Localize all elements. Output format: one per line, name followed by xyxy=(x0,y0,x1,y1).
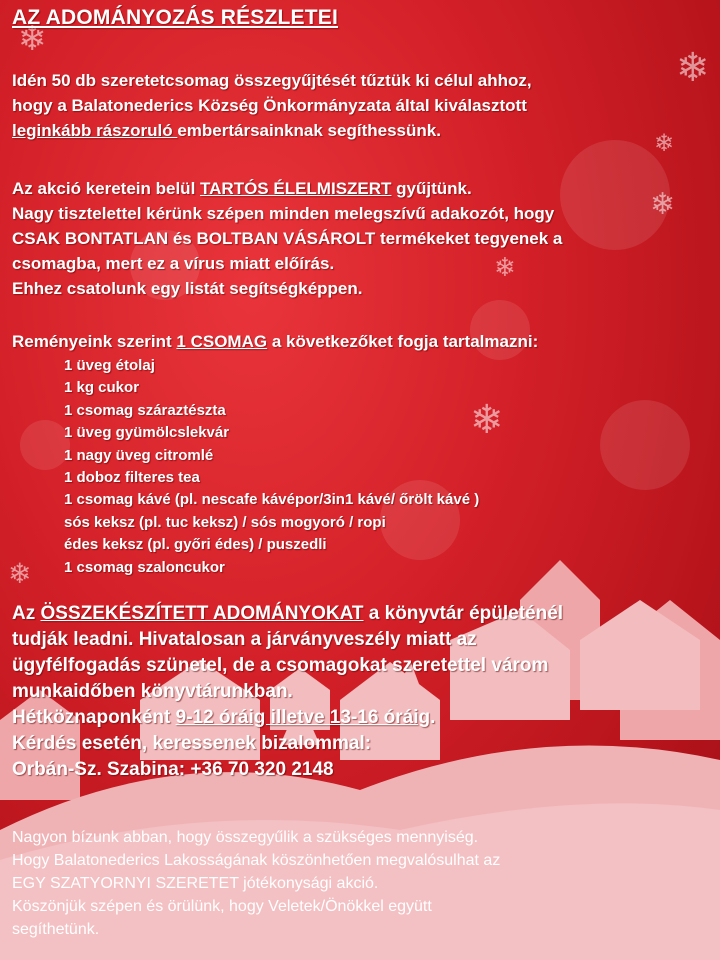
list-item: 1 csomag kávé (pl. nescafe kávépor/3in1 kávé/ őrölt kávé ) xyxy=(64,491,480,509)
list-item: 1 üveg gyümölcslekvár xyxy=(64,424,230,442)
list-item: 1 nagy üveg citromlé xyxy=(64,446,214,464)
closing-paragraph xyxy=(12,826,500,941)
closing-line: segíthetünk. xyxy=(12,921,100,938)
closing-line: Nagyon bízunk abban, hogy összegyűlik a szükséges mennyiség. xyxy=(12,829,479,846)
dropoff-text: Hétköznaponként xyxy=(12,707,176,728)
dropoff-line: Kérdés esetén, keressenek bizalommal: xyxy=(12,733,372,754)
intro-line: hogy a Balatonederics Község Önkormányzata által kiválasztott xyxy=(12,96,527,115)
list-item: 1 doboz filteres tea xyxy=(64,469,200,487)
package-item-list xyxy=(64,355,479,579)
list-item: édes keksz (pl. győri édes) / puszedli xyxy=(64,536,327,554)
action-line xyxy=(12,176,562,201)
dropoff-line: munkaidőben könyvtárunkban. xyxy=(12,681,293,702)
package-text: Reményeink szerint xyxy=(12,332,177,351)
dropoff-text: Az xyxy=(12,603,41,624)
underlined-text: 9-12 óráig illetve 13-16 óráig xyxy=(175,707,431,728)
snowflake-icon: ❄ xyxy=(470,398,504,442)
list-item: 1 csomag száraztészta xyxy=(64,401,226,419)
package-intro xyxy=(12,329,538,354)
action-line: Nagy tisztelettel kérünk szépen minden melegszívű adakozót, hogy xyxy=(12,204,555,223)
contact-line: Orbán-Sz. Szabina: +36 70 320 2148 xyxy=(12,759,334,780)
list-item: 1 kg cukor xyxy=(64,379,140,397)
action-text: Az akció keretein belül xyxy=(12,179,201,198)
action-text: gyűjtünk. xyxy=(391,179,472,198)
snowflake-icon: ❄ xyxy=(676,46,710,90)
package-intro-line xyxy=(12,329,538,354)
dropoff-line: tudják leadni. Hivatalosan a járványveszély miatt az xyxy=(12,629,477,650)
action-line: csomagba, mert ez a vírus miatt előírás. xyxy=(12,254,335,273)
intro-paragraph xyxy=(12,68,532,143)
underlined-text: ÖSSZEKÉSZÍTETT ADOMÁNYOKAT xyxy=(40,603,364,624)
dropoff-text: . xyxy=(430,707,436,728)
list-item: 1 csomag szaloncukor xyxy=(64,558,225,576)
package-text: a következőket fogja tartalmazni: xyxy=(267,332,539,351)
opening-hours-line xyxy=(12,705,563,731)
action-line: CSAK BONTATLAN és BOLTBAN VÁSÁROLT termékeket tegyenek a xyxy=(12,229,563,248)
closing-line: Hogy Balatonederics Lakosságának köszönhetően megvalósulhat az xyxy=(12,852,501,869)
underlined-text: leginkább rászoruló xyxy=(12,121,178,140)
dropoff-line xyxy=(12,601,563,627)
list-item: 1 üveg étolaj xyxy=(64,357,155,374)
snowflake-icon: ❄ xyxy=(8,558,32,589)
intro-line: Idén 50 db szeretetcsomag összegyűjtését tűztük ki célul ahhoz, xyxy=(12,71,532,90)
underlined-text: TARTÓS ÉLELMISZERT xyxy=(200,179,392,198)
list-item: sós keksz (pl. tuc keksz) / sós mogyoró / ropi xyxy=(64,513,386,531)
dropoff-text: a könyvtár épületénél xyxy=(363,603,564,624)
snowflake-icon: ❄ xyxy=(650,188,676,221)
dropoff-paragraph xyxy=(12,601,563,783)
intro-text: embertársainknak segíthessünk. xyxy=(177,121,441,140)
dropoff-line: ügyfélfogadás szünetel, de a csomagokat szeretettel várom xyxy=(12,655,549,676)
snowflake-icon: ❄ xyxy=(18,20,47,58)
closing-line: EGY SZATYORNYI SZERETET jótékonysági akció. xyxy=(12,875,379,892)
snowflake-icon: ❄ xyxy=(654,130,675,157)
intro-line xyxy=(12,118,532,143)
snowflake-icon: ❄ xyxy=(494,252,516,282)
page-title: AZ ADOMÁNYOZÁS RÉSZLETEI xyxy=(12,6,339,29)
action-line: Ehhez csatolunk egy listát segítségképpen. xyxy=(12,279,363,298)
underlined-text: 1 CSOMAG xyxy=(176,332,268,351)
closing-line: Köszönjük szépen és örülünk, hogy Veletek/Önökkel együtt xyxy=(12,898,432,915)
action-paragraph xyxy=(12,176,562,301)
